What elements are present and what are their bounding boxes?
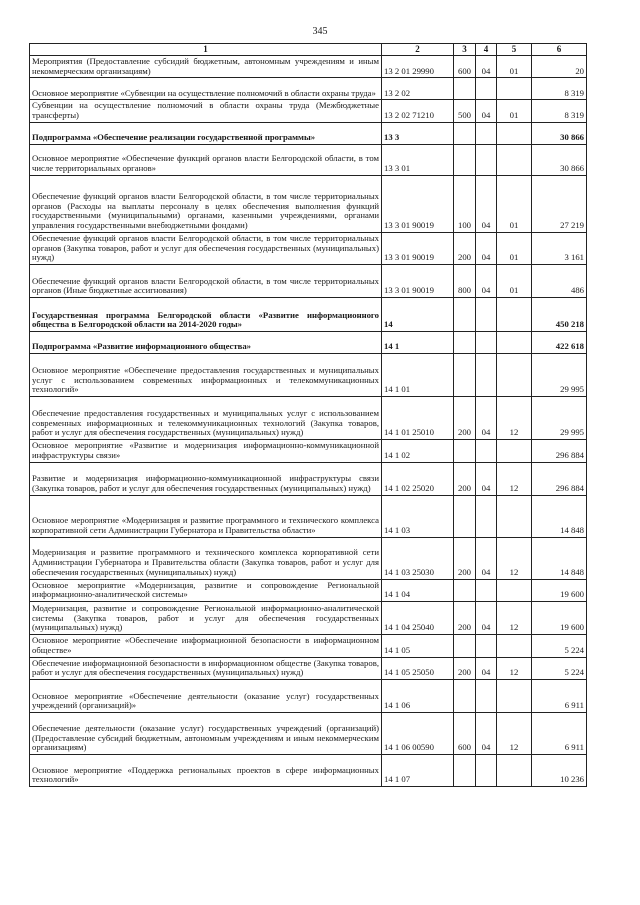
- row-rz-cell: 04: [476, 56, 497, 78]
- row-rz-cell: [476, 298, 497, 332]
- table-row: [30, 298, 587, 332]
- row-code-cell: 14 1 01: [382, 354, 454, 397]
- row-pr-cell: 01: [497, 232, 532, 264]
- table-row: [30, 175, 587, 232]
- row-rz-cell: [476, 440, 497, 462]
- row-sum-cell: 20: [532, 56, 587, 78]
- row-rz-cell: 04: [476, 100, 497, 122]
- table-row: [30, 100, 587, 122]
- page-number: 345: [312, 26, 328, 37]
- row-sum-cell: 8 319: [532, 100, 587, 122]
- row-vr-cell: 200: [454, 462, 476, 495]
- row-name-cell: Развитие и модернизация информационно-коммуникационной инфраструктуры связи (Закупка товаров, работ и услуг для обеспечения государственных (муниципальных) нужд): [30, 462, 382, 495]
- row-vr-cell: [454, 78, 476, 100]
- table-header-row: [30, 44, 587, 56]
- row-code-cell: 14 1 02: [382, 440, 454, 462]
- row-pr-cell: [497, 755, 532, 787]
- row-vr-cell: 600: [454, 713, 476, 755]
- table-row: [30, 713, 587, 755]
- row-sum-cell: 29 995: [532, 354, 587, 397]
- row-vr-cell: [454, 144, 476, 175]
- row-name-cell: Основное мероприятие «Поддержка региональных проектов в сфере информационных технологий»: [30, 755, 382, 787]
- row-name-cell: Обеспечение предоставления государственных и муниципальных услуг с использованием современных информационных и телекоммуникационных технологий (Закупка товаров, работ и услуг для обеспечения государственных (муниципальных) нужд): [30, 397, 382, 440]
- row-code-cell: 14 1 06: [382, 680, 454, 713]
- row-pr-cell: [497, 440, 532, 462]
- row-code-cell: 14 1 03: [382, 495, 454, 537]
- row-name-cell: Обеспечение информационной безопасности в информационном обществе (Закупка товаров, работ и услуг для обеспечения государственных (муниципальных) нужд): [30, 657, 382, 679]
- row-pr-cell: 01: [497, 56, 532, 78]
- table-row: [30, 602, 587, 635]
- row-sum-cell: 296 884: [532, 440, 587, 462]
- row-code-cell: 14 1 03 25030: [382, 537, 454, 579]
- table-row: [30, 495, 587, 537]
- table-row: [30, 122, 587, 144]
- row-rz-cell: 04: [476, 232, 497, 264]
- row-vr-cell: [454, 122, 476, 144]
- table-row: [30, 144, 587, 175]
- row-vr-cell: 200: [454, 602, 476, 635]
- header-col-3: 3: [454, 44, 476, 56]
- table-row: [30, 332, 587, 354]
- row-code-cell: 14 1 04 25040: [382, 602, 454, 635]
- row-sum-cell: 30 866: [532, 144, 587, 175]
- row-name-cell: Основное мероприятие «Модернизация, развитие и сопровождение Региональной информационно-аналитической системы»: [30, 579, 382, 601]
- row-code-cell: 13 2 01 29990: [382, 56, 454, 78]
- table-row: [30, 579, 587, 601]
- row-vr-cell: [454, 680, 476, 713]
- row-code-cell: 13 2 02 71210: [382, 100, 454, 122]
- row-pr-cell: 12: [497, 713, 532, 755]
- row-code-cell: 14 1 04: [382, 579, 454, 601]
- row-pr-cell: 01: [497, 100, 532, 122]
- row-rz-cell: 04: [476, 537, 497, 579]
- row-name-cell: Модернизация и развитие программного и технического комплекса корпоративной сети Администрации Губернатора и Правительства области (Закупка товаров, работ и услуг для обеспечения государственных (муниципальных) нужд): [30, 537, 382, 579]
- row-rz-cell: 04: [476, 397, 497, 440]
- table-row: [30, 56, 587, 78]
- row-vr-cell: [454, 635, 476, 657]
- row-sum-cell: 30 866: [532, 122, 587, 144]
- row-name-cell: Основное мероприятие «Обеспечение предоставления государственных и муниципальных услуг с использованием современных информационных и телекоммуникационных технологий»: [30, 354, 382, 397]
- row-rz-cell: [476, 78, 497, 100]
- row-pr-cell: [497, 332, 532, 354]
- row-pr-cell: 12: [497, 657, 532, 679]
- row-rz-cell: 04: [476, 602, 497, 635]
- row-rz-cell: [476, 354, 497, 397]
- row-rz-cell: 04: [476, 657, 497, 679]
- row-name-cell: Основное мероприятие «Обеспечение информационной безопасности в информационном обществе»: [30, 635, 382, 657]
- row-name-cell: Государственная программа Белгородской области «Развитие информационного общества в Белгородской области на 2014-2020 годы»: [30, 298, 382, 332]
- row-rz-cell: [476, 635, 497, 657]
- row-name-cell: Основное мероприятие «Субвенции на осуществление полномочий в области охраны труда»: [30, 78, 382, 100]
- row-sum-cell: 29 995: [532, 397, 587, 440]
- row-pr-cell: [497, 354, 532, 397]
- row-pr-cell: [497, 579, 532, 601]
- row-pr-cell: 01: [497, 175, 532, 232]
- row-pr-cell: [497, 298, 532, 332]
- table-row: [30, 397, 587, 440]
- table-row: [30, 680, 587, 713]
- row-sum-cell: 14 848: [532, 495, 587, 537]
- row-sum-cell: 486: [532, 265, 587, 298]
- row-vr-cell: 200: [454, 232, 476, 264]
- row-vr-cell: [454, 495, 476, 537]
- row-pr-cell: 12: [497, 397, 532, 440]
- row-rz-cell: 04: [476, 175, 497, 232]
- row-sum-cell: 450 218: [532, 298, 587, 332]
- row-pr-cell: 12: [497, 602, 532, 635]
- row-code-cell: 14 1 02 25020: [382, 462, 454, 495]
- budget-table: [29, 43, 587, 787]
- row-name-cell: Обеспечение функций органов власти Белгородской области, в том числе территориальных органов (Иные бюджетные ассигнования): [30, 265, 382, 298]
- row-rz-cell: [476, 495, 497, 537]
- table-row: [30, 78, 587, 100]
- table-row: [30, 537, 587, 579]
- row-pr-cell: [497, 78, 532, 100]
- header-col-1: 1: [30, 44, 382, 56]
- table-row: [30, 755, 587, 787]
- row-code-cell: 13 3: [382, 122, 454, 144]
- row-vr-cell: [454, 354, 476, 397]
- row-vr-cell: 800: [454, 265, 476, 298]
- row-code-cell: 13 2 02: [382, 78, 454, 100]
- row-name-cell: Подпрограмма «Развитие информационного общества»: [30, 332, 382, 354]
- row-sum-cell: 27 219: [532, 175, 587, 232]
- table-row: [30, 265, 587, 298]
- header-col-6: 6: [532, 44, 587, 56]
- row-vr-cell: 600: [454, 56, 476, 78]
- table-row: [30, 354, 587, 397]
- row-code-cell: 13 3 01 90019: [382, 232, 454, 264]
- row-sum-cell: 5 224: [532, 657, 587, 679]
- row-vr-cell: 200: [454, 397, 476, 440]
- table-row: [30, 232, 587, 264]
- header-col-5: 5: [497, 44, 532, 56]
- row-sum-cell: 14 848: [532, 537, 587, 579]
- row-pr-cell: 12: [497, 462, 532, 495]
- row-vr-cell: [454, 755, 476, 787]
- row-vr-cell: [454, 579, 476, 601]
- row-sum-cell: 422 618: [532, 332, 587, 354]
- row-rz-cell: [476, 579, 497, 601]
- row-sum-cell: 19 600: [532, 579, 587, 601]
- row-rz-cell: 04: [476, 713, 497, 755]
- row-vr-cell: 100: [454, 175, 476, 232]
- row-code-cell: 13 3 01 90019: [382, 265, 454, 298]
- row-pr-cell: [497, 635, 532, 657]
- row-pr-cell: 01: [497, 265, 532, 298]
- row-code-cell: 14: [382, 298, 454, 332]
- row-rz-cell: [476, 144, 497, 175]
- row-pr-cell: 12: [497, 537, 532, 579]
- row-rz-cell: 04: [476, 265, 497, 298]
- row-vr-cell: [454, 298, 476, 332]
- row-name-cell: Подпрограмма «Обеспечение реализации государственной программы»: [30, 122, 382, 144]
- row-name-cell: Основное мероприятие «Обеспечение функций органов власти Белгородской области, в том числе территориальных органов»: [30, 144, 382, 175]
- row-sum-cell: 5 224: [532, 635, 587, 657]
- header-col-4: 4: [476, 44, 497, 56]
- table-row: [30, 440, 587, 462]
- row-vr-cell: 200: [454, 537, 476, 579]
- row-code-cell: 14 1: [382, 332, 454, 354]
- row-name-cell: Обеспечение функций органов власти Белгородской области, в том числе территориальных органов (Закупка товаров, работ и услуг для обеспечения государственных (муниципальных) нужд): [30, 232, 382, 264]
- table-row: [30, 657, 587, 679]
- row-pr-cell: [497, 495, 532, 537]
- row-name-cell: Основное мероприятие «Обеспечение деятельности (оказание услуг) государственных учреждений (организаций)»: [30, 680, 382, 713]
- row-vr-cell: [454, 332, 476, 354]
- header-col-2: 2: [382, 44, 454, 56]
- row-sum-cell: 6 911: [532, 680, 587, 713]
- row-code-cell: 13 3 01 90019: [382, 175, 454, 232]
- row-code-cell: 14 1 01 25010: [382, 397, 454, 440]
- table-row: [30, 462, 587, 495]
- row-rz-cell: [476, 680, 497, 713]
- row-code-cell: 13 3 01: [382, 144, 454, 175]
- row-name-cell: Обеспечение функций органов власти Белгородской области, в том числе территориальных органов (Расходы на выплаты персоналу в целях обеспечения выполнения функций государственными (муниципальными) органами, казенными учреждениями, органами управления государственными внебюджетными фондами): [30, 175, 382, 232]
- row-name-cell: Модернизация, развитие и сопровождение Региональной информационно-аналитической системы (Закупка товаров, работ и услуг для обеспечения государственных (муниципальных) нужд): [30, 602, 382, 635]
- row-sum-cell: 8 319: [532, 78, 587, 100]
- row-name-cell: Основное мероприятие «Модернизация и развитие программного и технического комплекса корпоративной сети Администрации Губернатора и Правительства области»: [30, 495, 382, 537]
- row-sum-cell: 6 911: [532, 713, 587, 755]
- row-pr-cell: [497, 680, 532, 713]
- row-name-cell: Субвенции на осуществление полномочий в области охраны труда (Межбюджетные трансферты): [30, 100, 382, 122]
- row-code-cell: 14 1 05 25050: [382, 657, 454, 679]
- row-name-cell: Основное мероприятие «Развитие и модернизация информационно-коммуникационной инфраструктуры связи»: [30, 440, 382, 462]
- table-row: [30, 635, 587, 657]
- row-rz-cell: [476, 755, 497, 787]
- row-pr-cell: [497, 144, 532, 175]
- row-code-cell: 14 1 07: [382, 755, 454, 787]
- row-rz-cell: 04: [476, 462, 497, 495]
- row-vr-cell: 200: [454, 657, 476, 679]
- row-sum-cell: 19 600: [532, 602, 587, 635]
- row-code-cell: 14 1 06 00590: [382, 713, 454, 755]
- row-code-cell: 14 1 05: [382, 635, 454, 657]
- row-rz-cell: [476, 122, 497, 144]
- row-name-cell: Мероприятия (Предоставление субсидий бюджетным, автономным учреждениям и иным некоммерческим организациям): [30, 56, 382, 78]
- row-pr-cell: [497, 122, 532, 144]
- row-sum-cell: 10 236: [532, 755, 587, 787]
- row-sum-cell: 3 161: [532, 232, 587, 264]
- row-vr-cell: [454, 440, 476, 462]
- row-sum-cell: 296 884: [532, 462, 587, 495]
- row-name-cell: Обеспечение деятельности (оказание услуг) государственных учреждений (организаций) (Предоставление субсидий бюджетным, автономным учреждениям и иным некоммерческим организациям): [30, 713, 382, 755]
- row-rz-cell: [476, 332, 497, 354]
- row-vr-cell: 500: [454, 100, 476, 122]
